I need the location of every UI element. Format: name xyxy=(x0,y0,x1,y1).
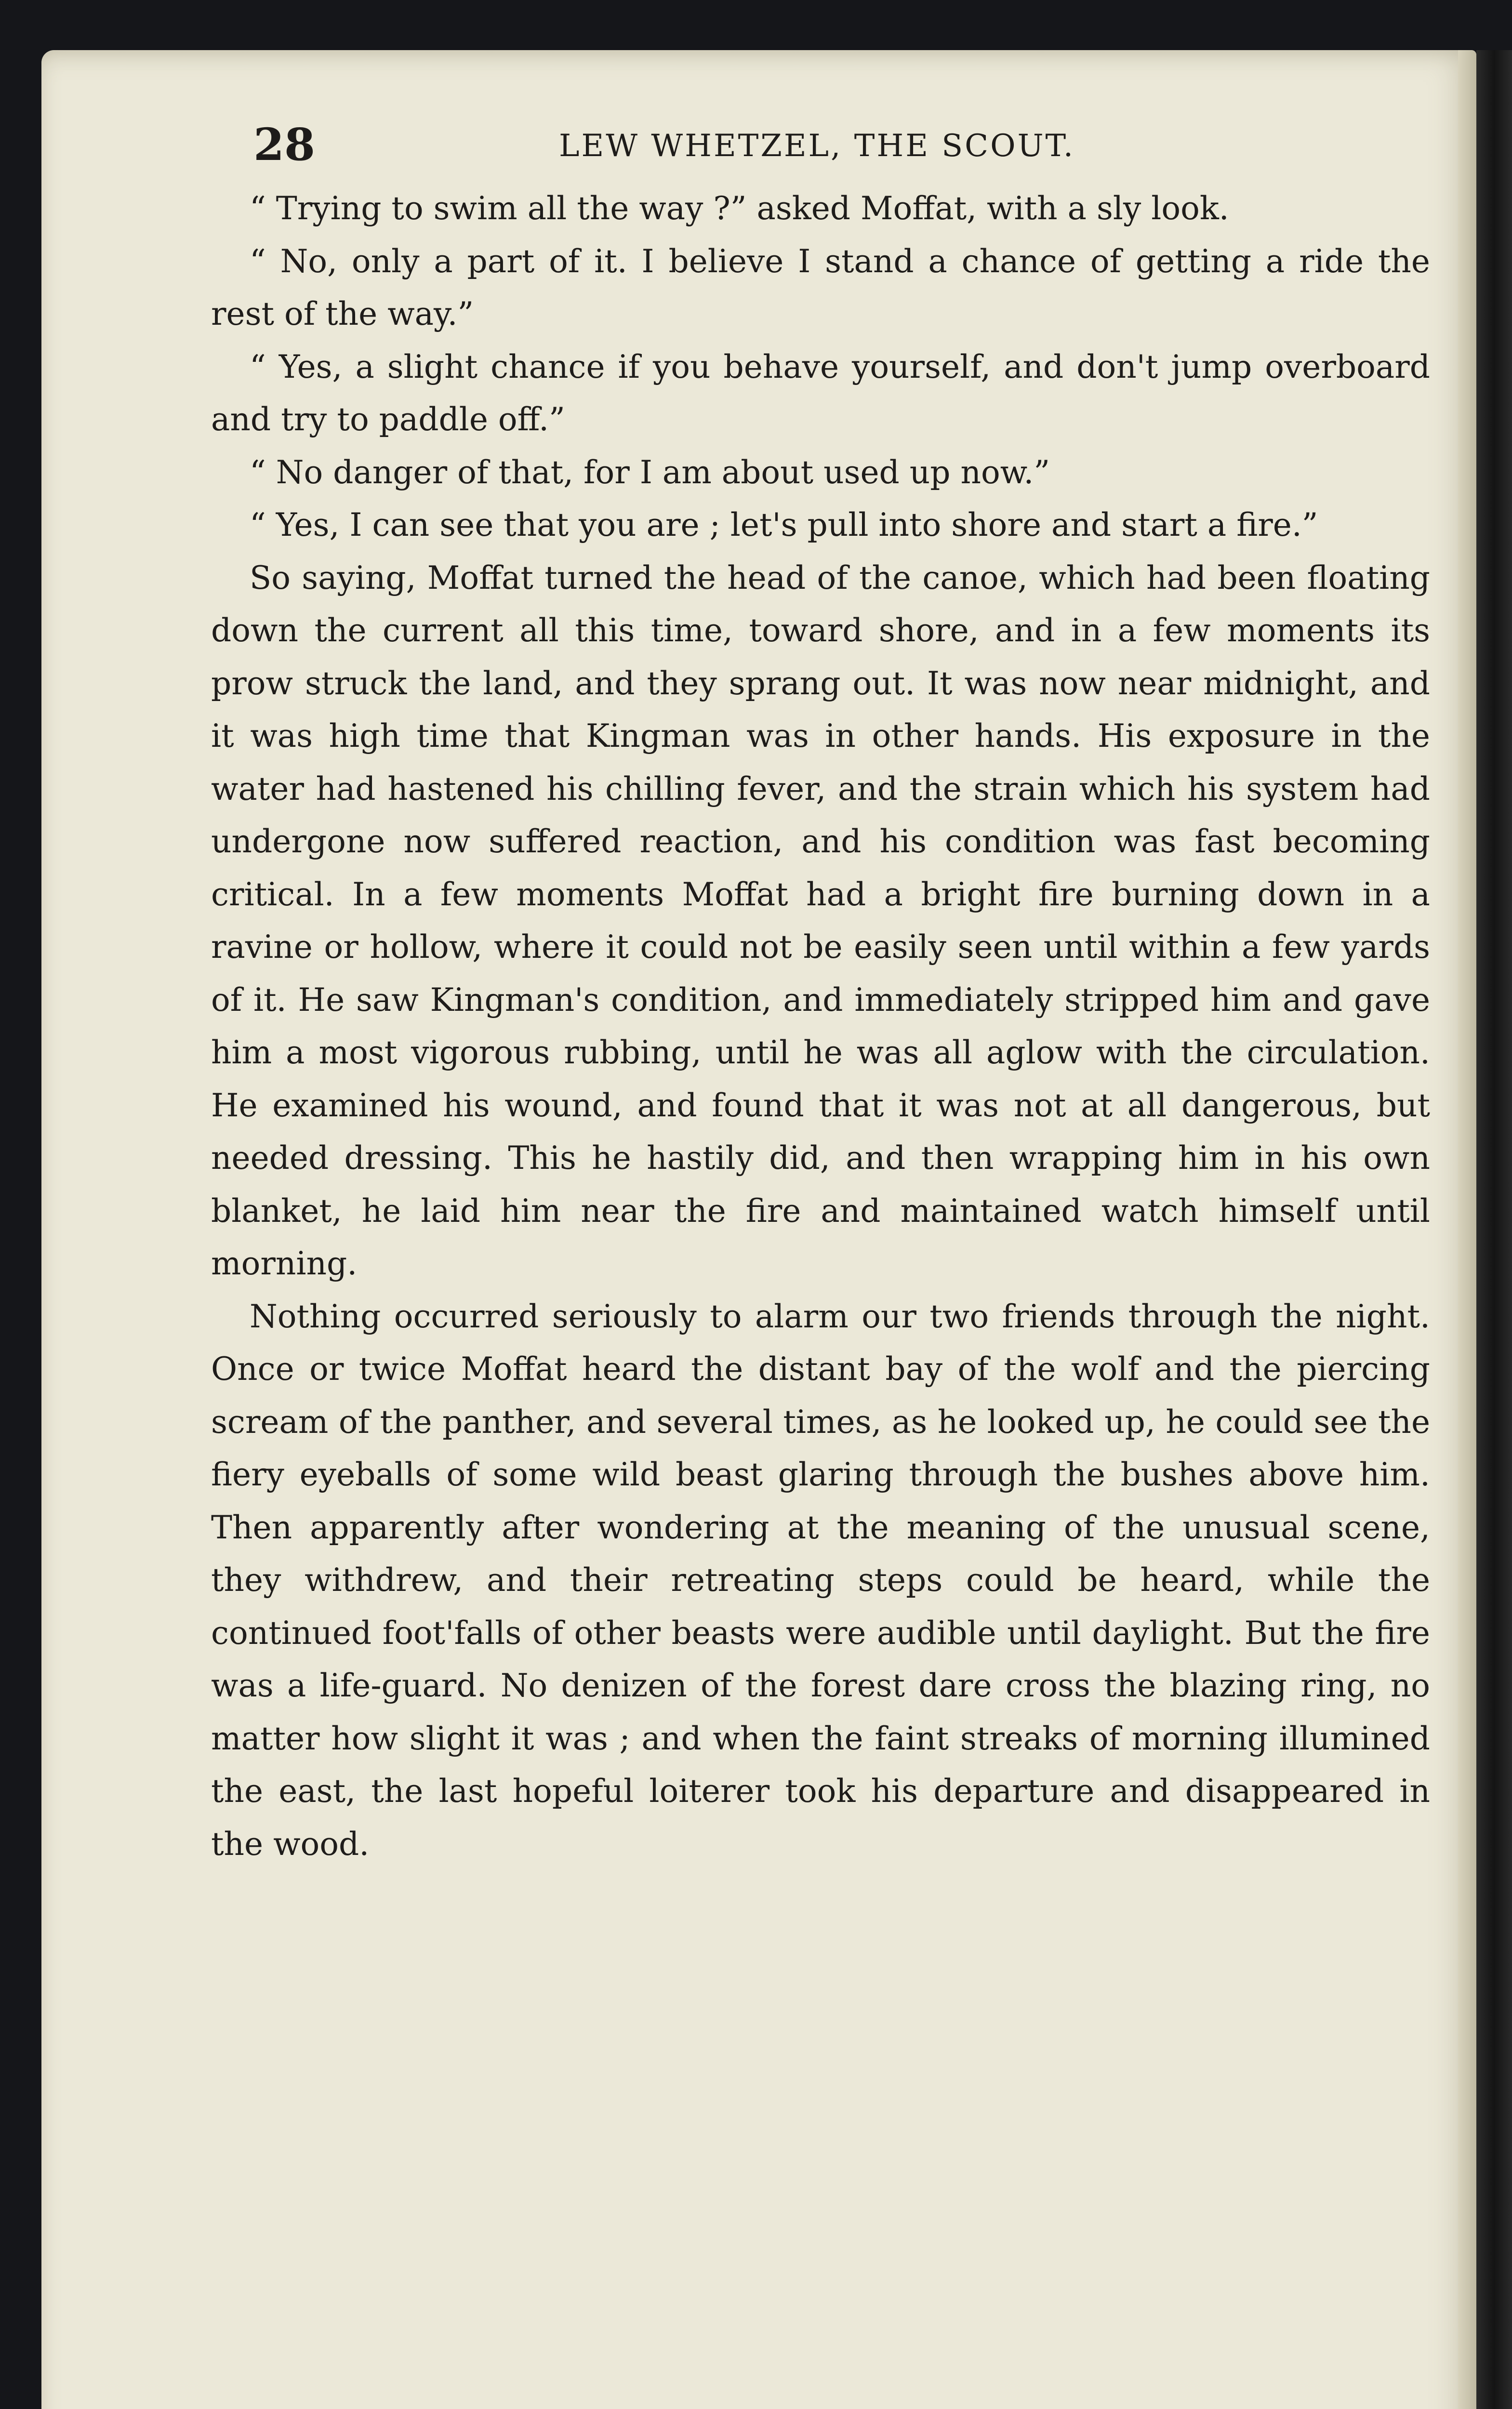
paragraph: Nothing occurred seriously to alarm our two friends through the night. Once or twice Moffat heard the distant bay of the wolf and the piercing scream of the panther, and several times, as he looked up, he could see the fiery eyeballs of some wild beast glaring through the bushes above him. Then apparently after wondering at the meaning of the unusual scene, they withdrew, and their retreating steps could be heard, while the continued foot'falls of other beasts were audible until daylight. But the fire was a life-guard. No denizen of the forest dare cross the blazing ring, no matter how slight it was ; and when the faint streaks of morning illumined the east, the last hopeful loiterer took his departure and disappeared in the wood. xyxy=(211,1297,1430,1863)
running-title: LEW WHETZEL, THE SCOUT. xyxy=(559,128,1075,164)
page-gutter-shadow xyxy=(1458,50,1476,2409)
page-number: 28 xyxy=(253,119,316,171)
paragraph: “ Yes, I can see that you are ; let's pull into shore and start a fire.” xyxy=(250,506,1318,543)
paragraph: “ No, only a part of it. I believe I stand a chance of getting a ride the rest of the way.” xyxy=(211,242,1430,332)
book-edge xyxy=(1476,50,1512,2409)
body-text xyxy=(211,182,1430,1870)
paragraph: “ Trying to swim all the way ?” asked Moffat, with a sly look. xyxy=(250,190,1229,227)
paragraph: So saying, Moffat turned the head of the canoe, which had been floating down the current all this time, toward shore, and in a few moments its prow struck the land, and they sprang out. It was now near midnight, and it was high time that Kingman was in other hands. His exposure in the water had hastened his chilling fever, and the strain which his system had undergone now suffered reaction, and his condition was fast becoming critical. In a few moments Moffat had a bright fire burning down in a ravine or hollow, where it could not be easily seen until within a few yards of it. He saw Kingman's condition, and immediately stripped him and gave him a most vigorous rubbing, until he was all aglow with the circulation. He examined his wound, and found that it was not at all dangerous, but needed dressing. This he hastily did, and then wrapping him in his own blanket, he laid him near the fire and maintained watch himself until morning. xyxy=(211,559,1430,1282)
paragraph: “ No danger of that, for I am about used up now.” xyxy=(250,453,1050,491)
paragraph: “ Yes, a slight chance if you behave yourself, and don't jump overboard and try to paddle off.” xyxy=(211,348,1430,438)
